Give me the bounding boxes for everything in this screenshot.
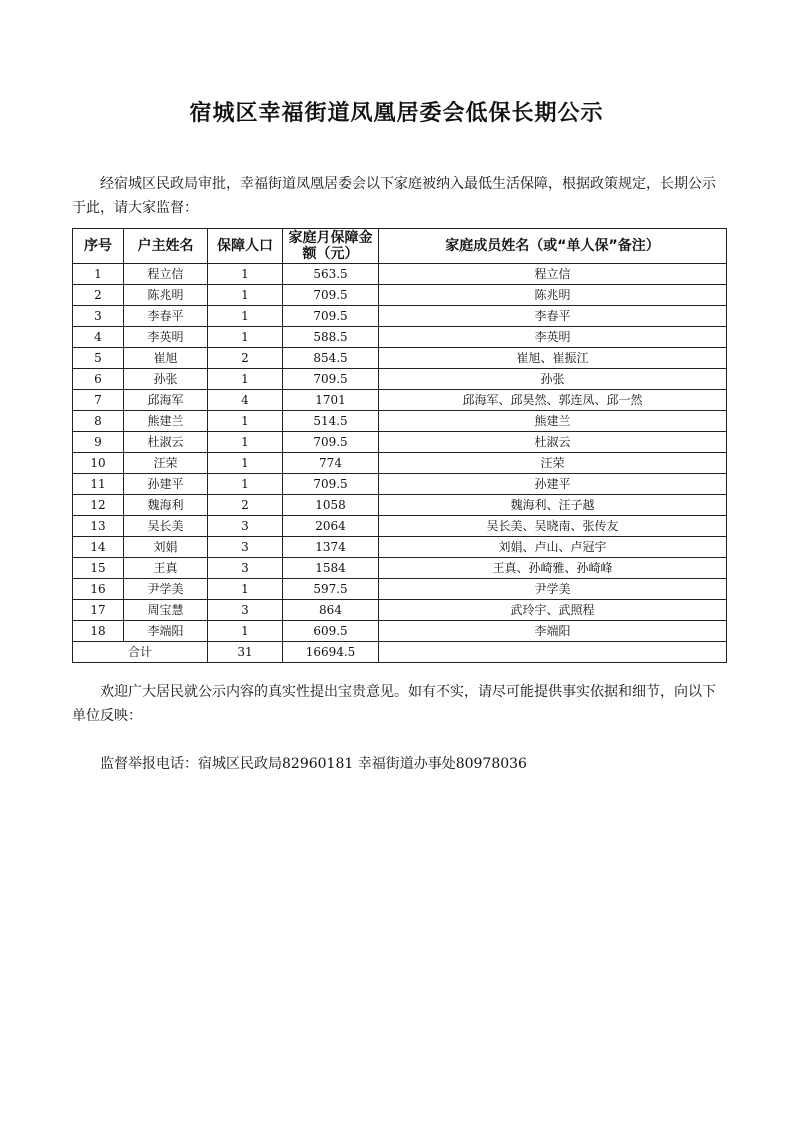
row-index: 15 — [73, 558, 124, 579]
row-index: 9 — [73, 432, 124, 453]
row-index: 8 — [73, 411, 124, 432]
member-names: 杜淑云 — [379, 432, 727, 453]
people-count: 1 — [208, 306, 283, 327]
member-names: 尹学美 — [379, 579, 727, 600]
householder-name: 刘娟 — [124, 537, 208, 558]
total-people: 31 — [208, 642, 283, 663]
householder-name: 熊建兰 — [124, 411, 208, 432]
member-names: 邱海军、邱昊然、郭连凤、邱一然 — [379, 390, 727, 411]
householder-name: 邱海军 — [124, 390, 208, 411]
row-index: 5 — [73, 348, 124, 369]
row-index: 11 — [73, 474, 124, 495]
monthly-amount: 709.5 — [283, 432, 379, 453]
monthly-amount: 2064 — [283, 516, 379, 537]
row-index: 16 — [73, 579, 124, 600]
monthly-amount: 709.5 — [283, 285, 379, 306]
monthly-amount: 588.5 — [283, 327, 379, 348]
householder-name: 周宝慧 — [124, 600, 208, 621]
householder-name: 孙建平 — [124, 474, 208, 495]
householder-name: 崔旭 — [124, 348, 208, 369]
householder-name: 尹学美 — [124, 579, 208, 600]
member-names: 李英明 — [379, 327, 727, 348]
householder-name: 杜淑云 — [124, 432, 208, 453]
monthly-amount: 514.5 — [283, 411, 379, 432]
row-index: 13 — [73, 516, 124, 537]
row-index: 18 — [73, 621, 124, 642]
people-count: 1 — [208, 285, 283, 306]
people-count: 3 — [208, 558, 283, 579]
householder-name: 王真 — [124, 558, 208, 579]
header-householder: 户主姓名 — [124, 229, 208, 264]
header-index: 序号 — [73, 229, 124, 264]
people-count: 1 — [208, 621, 283, 642]
householder-name: 李春平 — [124, 306, 208, 327]
monthly-amount: 597.5 — [283, 579, 379, 600]
people-count: 1 — [208, 411, 283, 432]
row-index: 6 — [73, 369, 124, 390]
table-row — [73, 495, 727, 516]
total-row — [73, 642, 727, 663]
row-index: 3 — [73, 306, 124, 327]
member-names: 李端阳 — [379, 621, 727, 642]
people-count: 3 — [208, 600, 283, 621]
people-count: 2 — [208, 495, 283, 516]
table-row — [73, 537, 727, 558]
people-count: 1 — [208, 453, 283, 474]
table-row — [73, 453, 727, 474]
monthly-amount: 563.5 — [283, 264, 379, 285]
householder-name: 汪荣 — [124, 453, 208, 474]
contact-line: 监督举报电话：宿城区民政局82960181 幸福街道办事处80978036 — [100, 756, 527, 772]
monthly-amount: 774 — [283, 453, 379, 474]
table-row — [73, 285, 727, 306]
member-names: 程立信 — [379, 264, 727, 285]
householder-name: 陈兆明 — [124, 285, 208, 306]
monthly-amount: 1584 — [283, 558, 379, 579]
people-count: 1 — [208, 264, 283, 285]
people-count: 1 — [208, 432, 283, 453]
people-count: 1 — [208, 369, 283, 390]
table-row — [73, 621, 727, 642]
total-label: 合计 — [73, 642, 208, 663]
people-count: 2 — [208, 348, 283, 369]
intro-paragraph: 经宿城区民政局审批，幸福街道凤凰居委会以下家庭被纳入最低生活保障，根据政策规定，长期公示于此，请大家监督： — [72, 176, 716, 216]
member-names: 孙张 — [379, 369, 727, 390]
table-row — [73, 558, 727, 579]
monthly-amount: 1701 — [283, 390, 379, 411]
table-row — [73, 390, 727, 411]
table-row — [73, 600, 727, 621]
people-count: 1 — [208, 579, 283, 600]
people-count: 3 — [208, 537, 283, 558]
table-row — [73, 411, 727, 432]
feedback-paragraph: 欢迎广大居民就公示内容的真实性提出宝贵意见。如有不实，请尽可能提供事实依据和细节，向以下单位反映： — [72, 684, 716, 724]
total-note — [379, 642, 727, 663]
row-index: 17 — [73, 600, 124, 621]
table-header-row — [73, 229, 727, 264]
member-names: 崔旭、崔振江 — [379, 348, 727, 369]
people-count: 4 — [208, 390, 283, 411]
table-row — [73, 432, 727, 453]
row-index: 1 — [73, 264, 124, 285]
row-index: 7 — [73, 390, 124, 411]
table-row — [73, 516, 727, 537]
monthly-amount: 864 — [283, 600, 379, 621]
subsidy-table — [72, 228, 727, 663]
householder-name: 孙张 — [124, 369, 208, 390]
row-index: 10 — [73, 453, 124, 474]
monthly-amount: 1058 — [283, 495, 379, 516]
table-row — [73, 306, 727, 327]
householder-name: 程立信 — [124, 264, 208, 285]
total-amount: 16694.5 — [283, 642, 379, 663]
householder-name: 李端阳 — [124, 621, 208, 642]
member-names: 孙建平 — [379, 474, 727, 495]
table-row — [73, 369, 727, 390]
householder-name: 李英明 — [124, 327, 208, 348]
monthly-amount: 854.5 — [283, 348, 379, 369]
member-names: 汪荣 — [379, 453, 727, 474]
table-row — [73, 327, 727, 348]
table-row — [73, 579, 727, 600]
header-amount: 家庭月保障金额（元） — [283, 229, 379, 264]
member-names: 李春平 — [379, 306, 727, 327]
monthly-amount: 709.5 — [283, 474, 379, 495]
monthly-amount: 709.5 — [283, 369, 379, 390]
people-count: 1 — [208, 327, 283, 348]
member-names: 王真、孙崎雅、孙崎峰 — [379, 558, 727, 579]
page-title: 宿城区幸福街道凤凰居委会低保长期公示 — [189, 100, 604, 126]
monthly-amount: 1374 — [283, 537, 379, 558]
member-names: 吴长美、吴晓南、张传友 — [379, 516, 727, 537]
header-people: 保障人口 — [208, 229, 283, 264]
people-count: 3 — [208, 516, 283, 537]
row-index: 4 — [73, 327, 124, 348]
householder-name: 魏海利 — [124, 495, 208, 516]
table-row — [73, 348, 727, 369]
monthly-amount: 609.5 — [283, 621, 379, 642]
householder-name: 吴长美 — [124, 516, 208, 537]
member-names: 熊建兰 — [379, 411, 727, 432]
table-row — [73, 264, 727, 285]
row-index: 2 — [73, 285, 124, 306]
header-members: 家庭成员姓名（或“单人保”备注） — [379, 229, 727, 264]
row-index: 14 — [73, 537, 124, 558]
people-count: 1 — [208, 474, 283, 495]
member-names: 陈兆明 — [379, 285, 727, 306]
member-names: 武玲宇、武照程 — [379, 600, 727, 621]
table-row — [73, 474, 727, 495]
member-names: 魏海利、汪子越 — [379, 495, 727, 516]
member-names: 刘娟、卢山、卢冠宇 — [379, 537, 727, 558]
monthly-amount: 709.5 — [283, 306, 379, 327]
row-index: 12 — [73, 495, 124, 516]
